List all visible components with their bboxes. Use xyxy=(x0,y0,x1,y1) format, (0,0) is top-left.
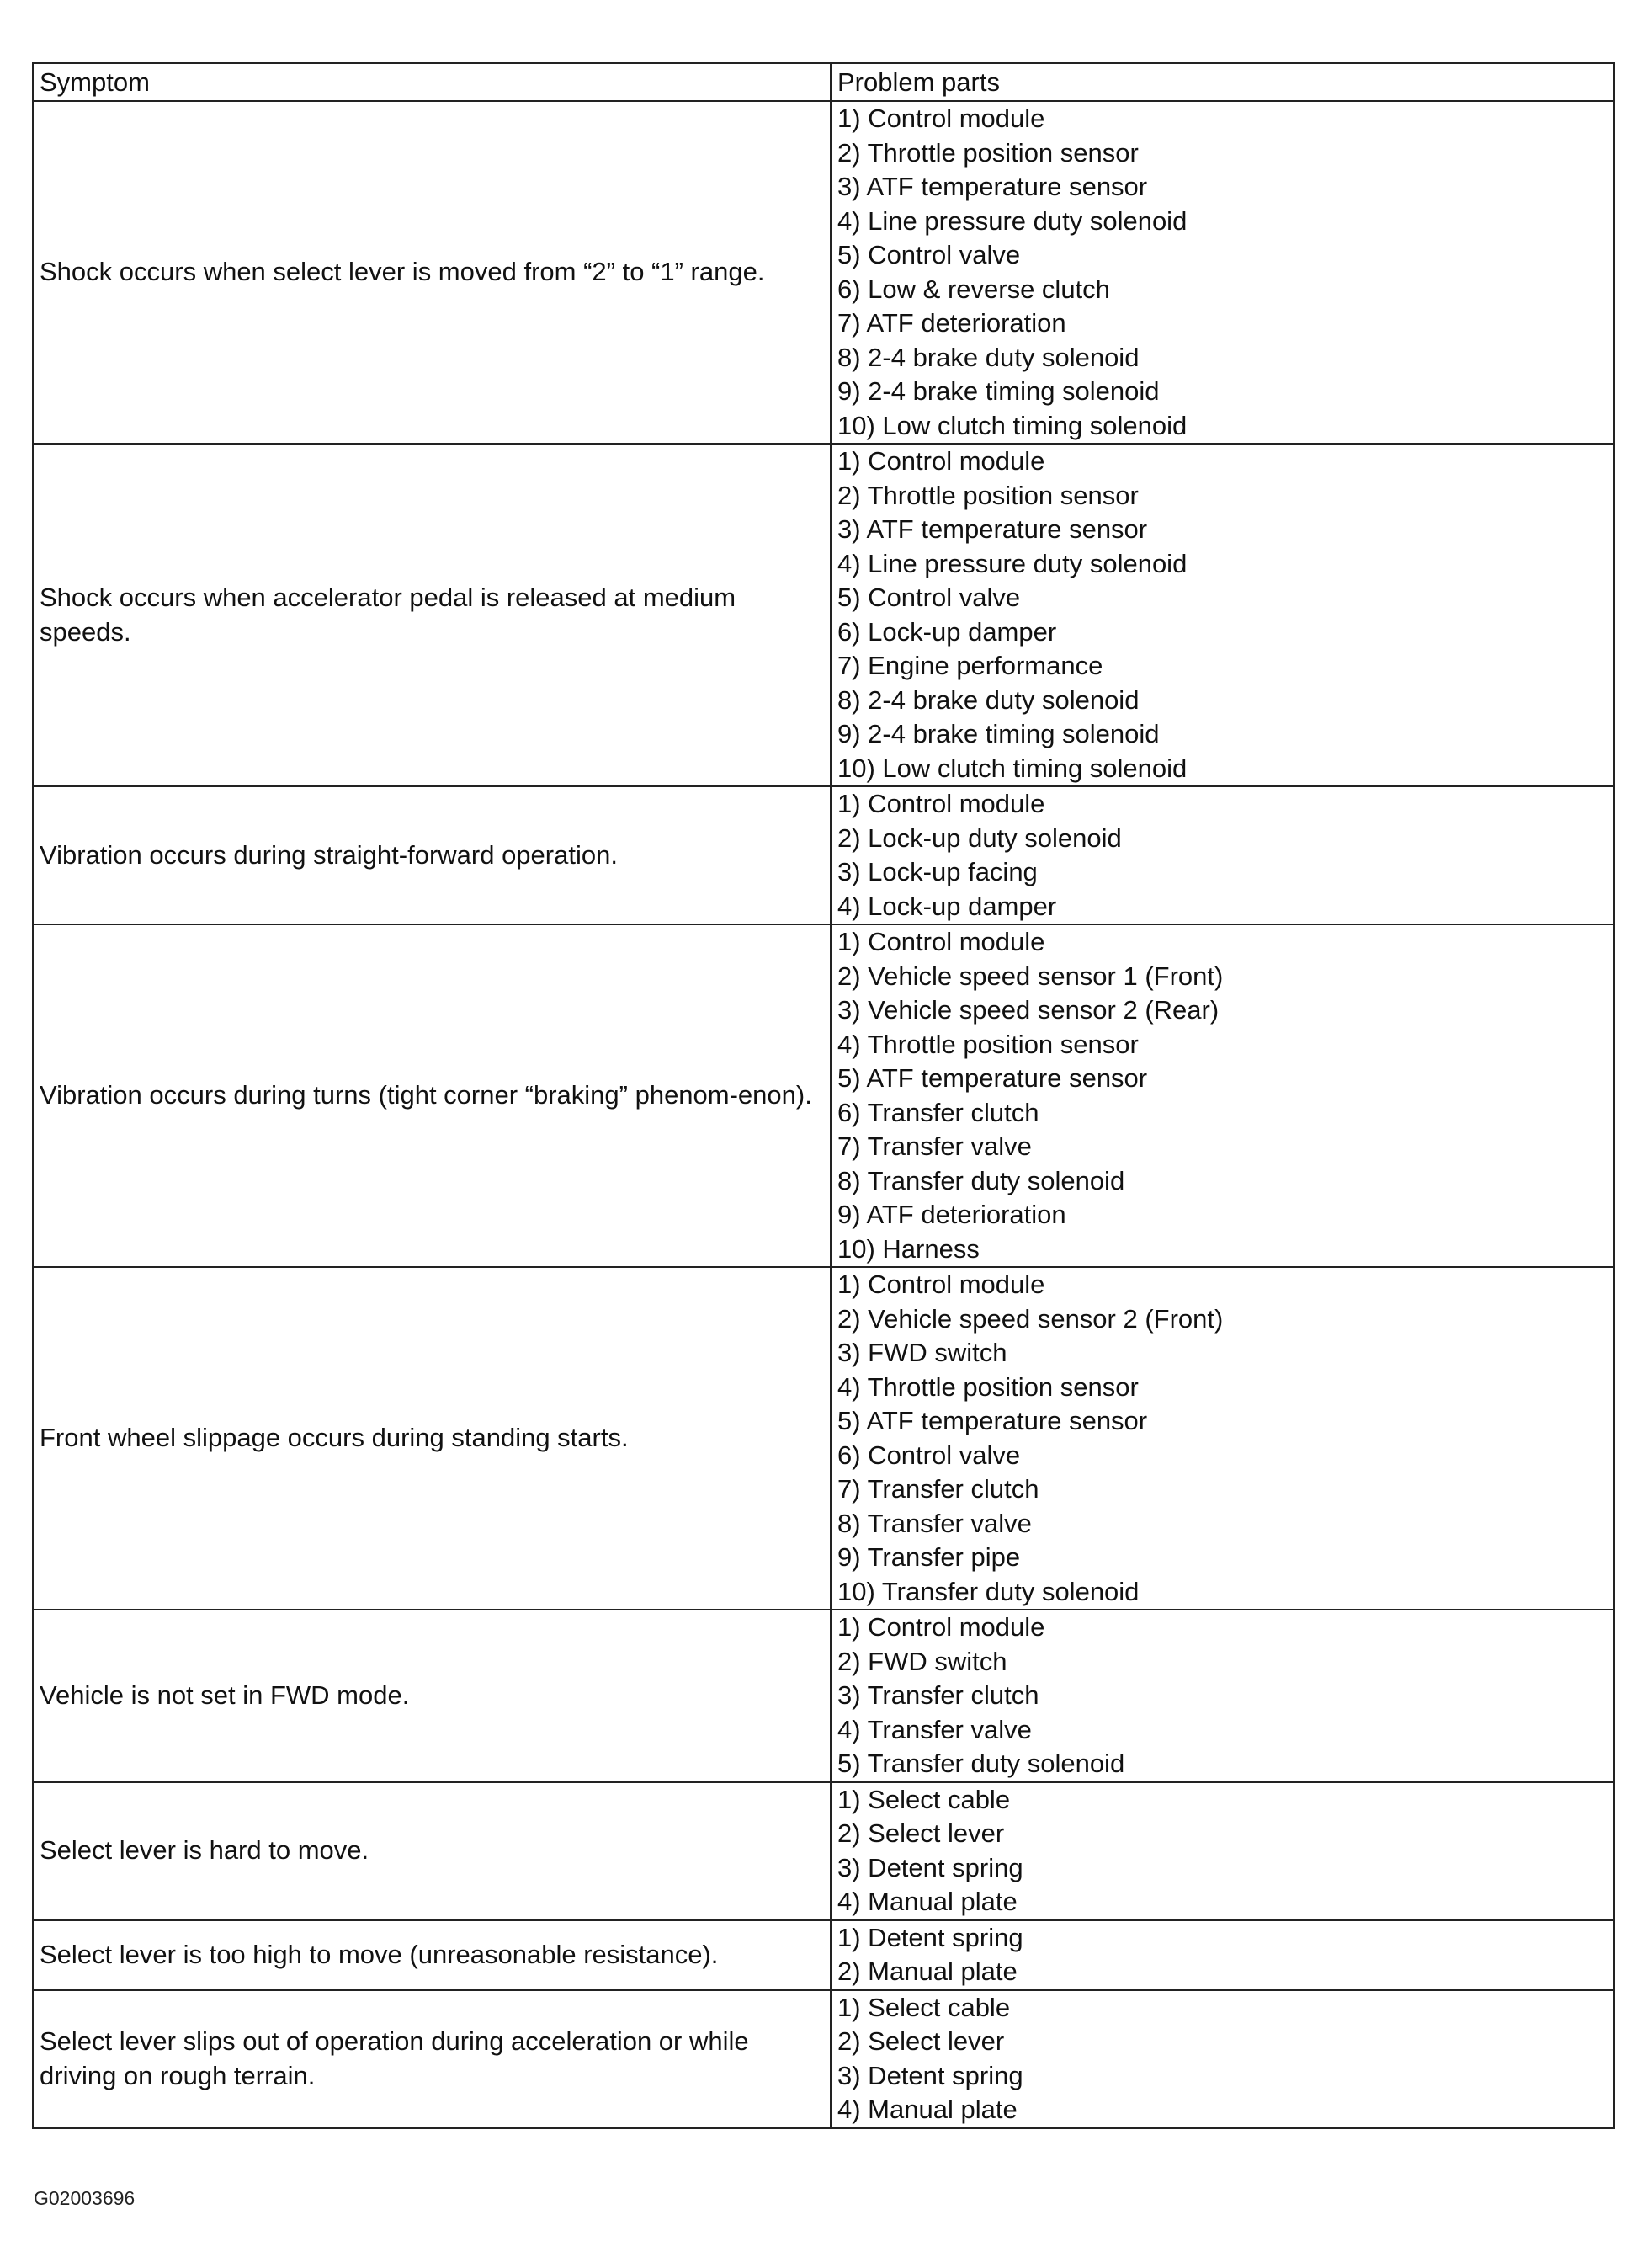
problem-part-item: 3) Vehicle speed sensor 2 (Rear) xyxy=(837,995,1220,1025)
problem-part-item: 7) Engine performance xyxy=(837,651,1103,680)
problem-part-item: 8) Transfer valve xyxy=(837,1508,1032,1538)
problem-part-item: 8) 2-4 brake duty solenoid xyxy=(837,342,1140,372)
problem-part-item: 2) Throttle position sensor xyxy=(837,137,1139,168)
problem-part-item: 5) Control valve xyxy=(837,583,1021,612)
table-row xyxy=(33,924,1614,1267)
symptom-cell: Shock occurs when accelerator pedal is released at medium speeds. xyxy=(33,444,831,786)
symptom-cell: Select lever is too high to move (unreasonable resistance). xyxy=(33,1920,831,1990)
problem-part-item: 1) Detent spring xyxy=(837,1922,1023,1952)
problem-part-item: 10) Low clutch timing solenoid xyxy=(837,410,1188,440)
problem-part-item: 2) Select lever xyxy=(837,1818,1005,1848)
table-row xyxy=(33,1610,1614,1782)
table-header-row xyxy=(33,63,1614,101)
problem-part-item: 2) Manual plate xyxy=(837,1957,1018,1986)
problem-part-item: 3) Lock-up facing xyxy=(837,857,1038,886)
problem-part-item: 5) Control valve xyxy=(837,240,1021,269)
problem-parts-cell xyxy=(831,1782,1614,1920)
problem-parts-cell xyxy=(831,1610,1614,1782)
problem-part-item: 9) 2-4 brake timing solenoid xyxy=(837,376,1160,406)
problem-part-item: 5) Transfer duty solenoid xyxy=(837,1749,1125,1778)
problem-part-item: 10) Harness xyxy=(837,1233,980,1264)
symptom-cell: Front wheel slippage occurs during standing starts. xyxy=(33,1267,831,1610)
problem-part-item: 8) 2-4 brake duty solenoid xyxy=(837,684,1140,715)
problem-part-item: 4) Manual plate xyxy=(837,2095,1018,2124)
table-row xyxy=(33,444,1614,786)
problem-part-item: 7) Transfer valve xyxy=(837,1131,1032,1161)
problem-part-item: 10) Transfer duty solenoid xyxy=(837,1576,1140,1606)
symptom-table xyxy=(32,62,1615,2129)
problem-part-item: 2) FWD switch xyxy=(837,1646,1007,1676)
problem-part-item: 1) Select cable xyxy=(837,1784,1011,1814)
problem-part-item: 3) Detent spring xyxy=(837,1852,1023,1882)
problem-part-item: 8) Transfer duty solenoid xyxy=(837,1165,1125,1195)
problem-part-item: 1) Control module xyxy=(837,104,1045,133)
problem-part-item: 6) Lock-up damper xyxy=(837,616,1057,647)
table-body xyxy=(33,101,1614,2128)
problem-part-item: 6) Low & reverse clutch xyxy=(837,274,1110,304)
problem-part-item: 3) FWD switch xyxy=(837,1338,1007,1367)
problem-part-item: 7) ATF deterioration xyxy=(837,308,1066,338)
table-row xyxy=(33,1782,1614,1920)
problem-part-item: 1) Select cable xyxy=(837,1992,1011,2022)
problem-part-item: 2) Lock-up duty solenoid xyxy=(837,823,1122,853)
symptom-cell: Vibration occurs during straight-forward operation. xyxy=(33,786,831,924)
problem-part-item: 9) 2-4 brake timing solenoid xyxy=(837,719,1160,748)
problem-part-item: 4) Manual plate xyxy=(837,1887,1018,1916)
problem-part-item: 4) Line pressure duty solenoid xyxy=(837,205,1188,236)
problem-part-item: 4) Throttle position sensor xyxy=(837,1029,1139,1059)
problem-part-item: 4) Line pressure duty solenoid xyxy=(837,548,1188,578)
problem-part-item: 6) Transfer clutch xyxy=(837,1097,1039,1127)
symptom-cell: Vehicle is not set in FWD mode. xyxy=(33,1610,831,1782)
problem-part-item: 6) Control valve xyxy=(837,1440,1021,1470)
table-row xyxy=(33,786,1614,924)
problem-parts-cell xyxy=(831,1990,1614,2128)
problem-part-item: 2) Vehicle speed sensor 2 (Front) xyxy=(837,1303,1224,1334)
symptom-header: Symptom xyxy=(33,63,831,101)
symptom-cell: Select lever is hard to move. xyxy=(33,1782,831,1920)
table-row xyxy=(33,1267,1614,1610)
problem-parts-header: Problem parts xyxy=(831,63,1614,101)
problem-part-item: 3) Detent spring xyxy=(837,2060,1023,2090)
figure-code: G02003696 xyxy=(34,2187,136,2209)
table-row xyxy=(33,1920,1614,1990)
symptom-cell: Shock occurs when select lever is moved from “2” to “1” range. xyxy=(33,101,831,444)
problem-parts-cell xyxy=(831,444,1614,786)
problem-part-item: 1) Control module xyxy=(837,789,1045,818)
problem-parts-cell xyxy=(831,101,1614,444)
problem-part-item: 5) ATF temperature sensor xyxy=(837,1063,1148,1093)
problem-part-item: 4) Transfer valve xyxy=(837,1714,1032,1744)
problem-part-item: 9) Transfer pipe xyxy=(837,1542,1021,1572)
problem-parts-cell xyxy=(831,786,1614,924)
table-row xyxy=(33,1990,1614,2128)
problem-part-item: 3) ATF temperature sensor xyxy=(837,172,1148,201)
problem-part-item: 4) Throttle position sensor xyxy=(837,1371,1139,1402)
problem-part-item: 2) Vehicle speed sensor 1 (Front) xyxy=(837,961,1224,991)
problem-part-item: 4) Lock-up damper xyxy=(837,891,1057,921)
problem-parts-cell xyxy=(831,924,1614,1267)
problem-part-item: 7) Transfer clutch xyxy=(837,1474,1039,1504)
problem-part-item: 2) Throttle position sensor xyxy=(837,480,1139,510)
problem-part-item: 1) Control module xyxy=(837,446,1045,476)
problem-part-item: 1) Control module xyxy=(837,1270,1045,1299)
problem-part-item: 3) Transfer clutch xyxy=(837,1680,1039,1710)
symptom-cell: Vibration occurs during turns (tight corner “braking” phenom-enon). xyxy=(33,924,831,1267)
problem-part-item: 2) Select lever xyxy=(837,2026,1005,2056)
problem-part-item: 10) Low clutch timing solenoid xyxy=(837,753,1188,783)
problem-part-item: 9) ATF deterioration xyxy=(837,1200,1066,1229)
problem-part-item: 1) Control module xyxy=(837,1612,1045,1642)
problem-parts-cell xyxy=(831,1920,1614,1990)
problem-parts-cell xyxy=(831,1267,1614,1610)
table-row xyxy=(33,101,1614,444)
problem-part-item: 3) ATF temperature sensor xyxy=(837,514,1148,544)
problem-part-item: 1) Control module xyxy=(837,927,1045,956)
symptom-cell: Select lever slips out of operation during acceleration or while driving on rough terrain. xyxy=(33,1990,831,2128)
problem-part-item: 5) ATF temperature sensor xyxy=(837,1406,1148,1435)
